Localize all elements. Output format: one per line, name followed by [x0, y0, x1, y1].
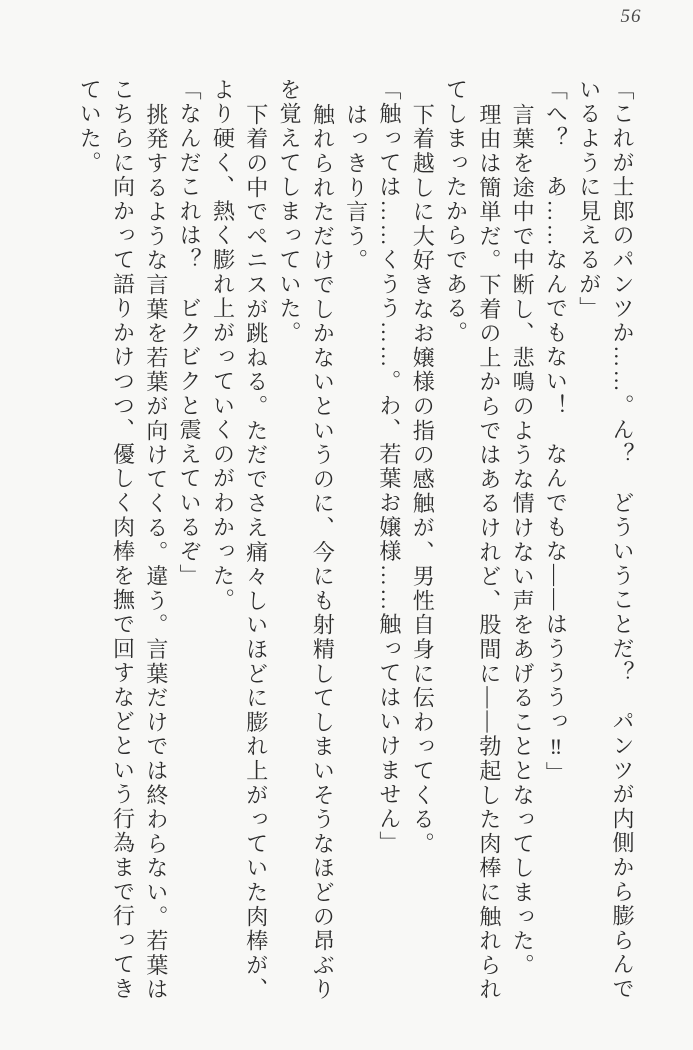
text-line: 「なんだこれは？ ビクビクと震えているぞ」: [177, 78, 203, 589]
text-line: はっきり言う。: [343, 102, 369, 273]
text-line: 「触っては……くうう……。わ、若葉お嬢様……触ってはいけません」: [376, 78, 402, 856]
text-line: 下着越しに大好きなお嬢様の指の感触が、男性自身に伝わってくる。: [410, 102, 436, 856]
text-line: 触れられただけでしかないというのに、今にも射精してしまいそうなほどの昂ぶり: [310, 102, 336, 1002]
text-line: より硬く、熱く膨れ上がっていくのがわかった。: [210, 78, 236, 613]
text-line: 言葉を途中で中断し、悲鳴のような情けない声をあげることとなってしまった。: [510, 102, 536, 978]
text-line: 下着の中でペニスが跳ねる。ただでさえ痛々しいほどに膨れ上がっていた肉棒が、: [243, 102, 269, 1002]
text-line: いるように見えるが」: [576, 78, 602, 321]
text-line: 「これが士郎のパンツか……。ん？ どういうことだ？ パンツが内側から膨らんで: [610, 78, 635, 1002]
text-line: 理由は簡単だ。下着の上からではあるけれど、股間に――勃起した肉棒に触れられ: [476, 102, 502, 1002]
text-line: ていた。: [77, 78, 103, 176]
text-line: 挑発するような言葉を若葉が向けてくる。違う。言葉だけでは終わらない。若葉は: [143, 102, 169, 1002]
text-line: てしまったからである。: [443, 78, 469, 346]
text-line: こちらに向かって語りかけつつ、優しく肉棒を撫で回すなどという行為まで行ってき: [110, 78, 136, 1002]
text-block: [73, 78, 639, 1018]
text-line: 「へ？ あ……なんでもない！ なんでもな――はうううっ‼」: [543, 78, 569, 786]
page-number: 56: [620, 6, 642, 27]
text-line: を覚えてしまっていた。: [277, 78, 303, 346]
